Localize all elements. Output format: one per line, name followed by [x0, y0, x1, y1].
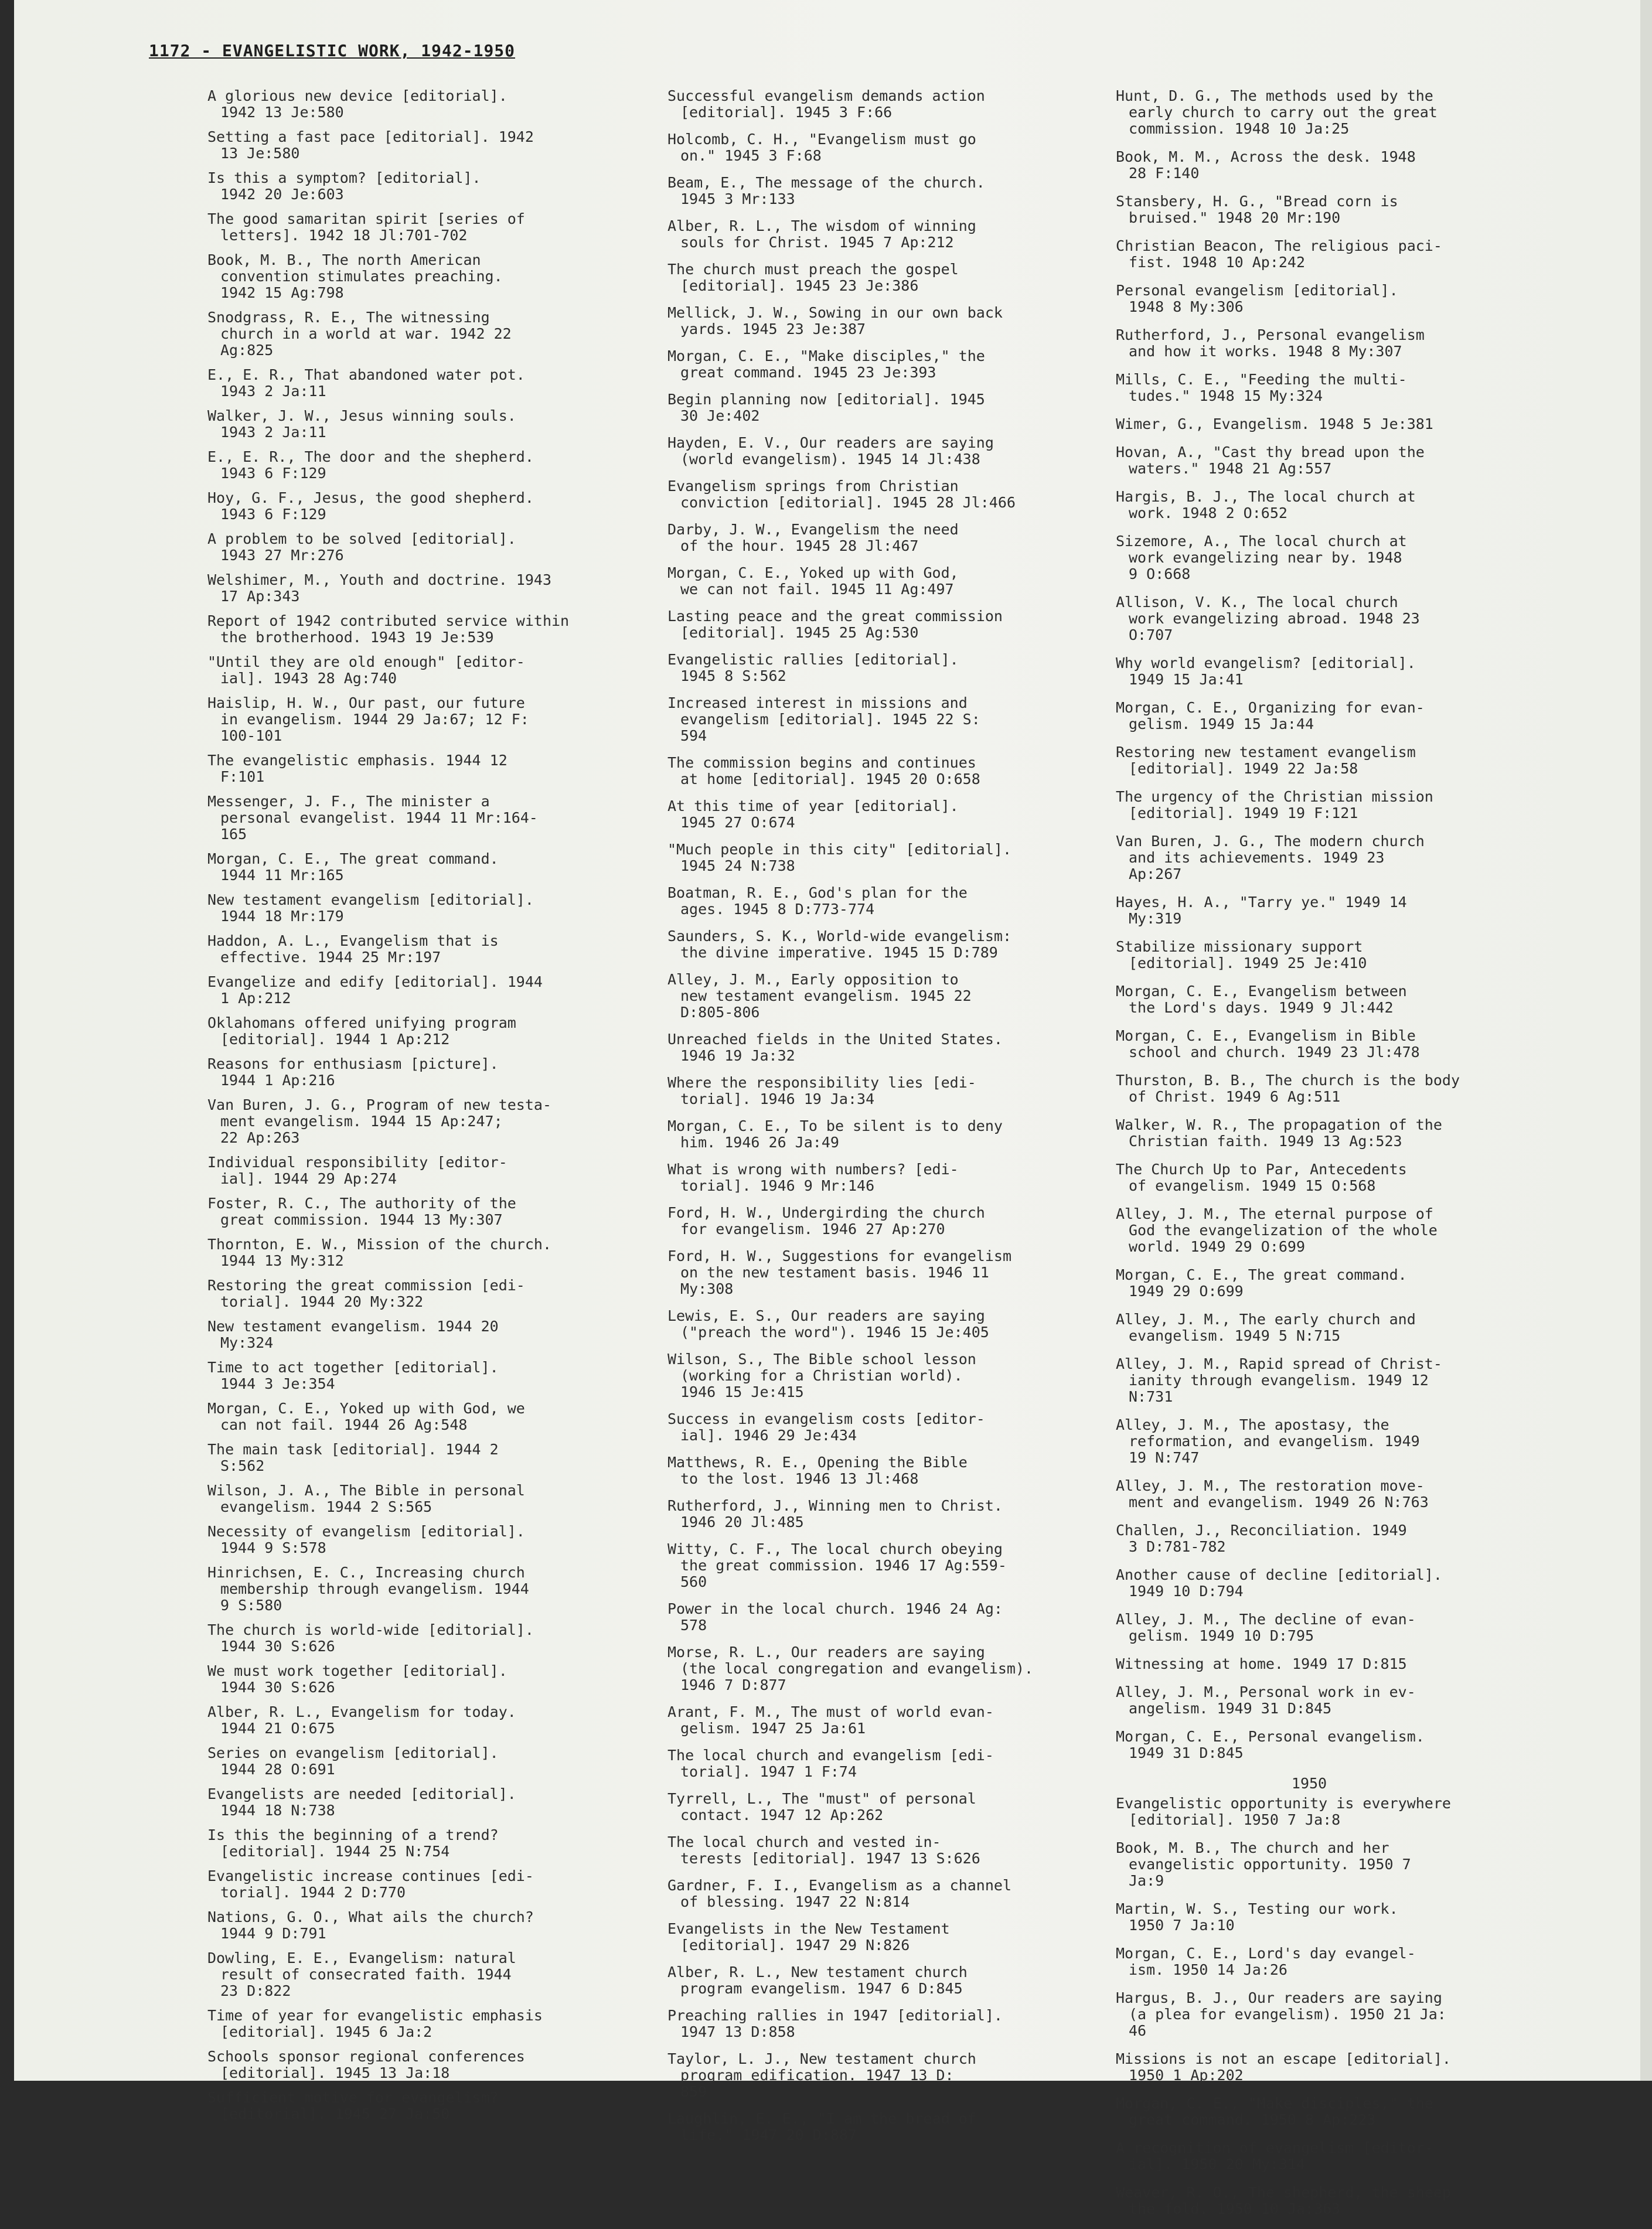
index-entry: Report of 1942 contributed service within the brotherhood. 1943 19 Je:539	[207, 612, 570, 646]
index-entry: Messenger, J. F., The minister a personal evangelist. 1944 11 Mr:164- 165	[207, 793, 538, 843]
index-entry: Necessity of evangelism [editorial]. 1944 9 S:578	[207, 1523, 525, 1556]
index-entry: Challen, J., Reconciliation. 1949 3 D:781-782	[1116, 1522, 1407, 1555]
index-entry: The good samaritan spirit [series of letters]. 1942 18 Jl:701-702	[207, 210, 525, 244]
index-entry: Individual responsibility [editor- ial]. 1944 29 Ap:274	[207, 1154, 507, 1187]
index-entry: E., E. R., The door and the shepherd. 1943 6 F:129	[207, 448, 534, 482]
index-entry: The Church Up to Par, Antecedents of evangelism. 1949 15 O:568	[1116, 1161, 1407, 1194]
index-entry: Thurston, B. B., The church is the body of Christ. 1949 6 Ag:511	[1116, 1072, 1460, 1105]
index-entry: Hoy, G. F., Jesus, the good shepherd. 1943 6 F:129	[207, 489, 534, 523]
index-entry: Evangelists in the New Testament [editorial]. 1947 29 N:826	[667, 1920, 950, 1954]
index-entry: Wilson, J. A., The Bible in personal evangelism. 1944 2 S:565	[207, 1482, 525, 1515]
index-entry: New testament evangelism. 1944 20 My:324	[207, 1318, 499, 1351]
index-entry: Hayes, H. A., "Tarry ye." 1949 14 My:319	[1116, 894, 1407, 927]
index-entry: Haddon, A. L., Evangelism that is effective. 1944 25 Mr:197	[207, 932, 499, 966]
index-entry: Rutherford, J., Personal evangelism and how it works. 1948 8 My:307	[1116, 326, 1425, 360]
index-entry: What is wrong with numbers? [edi- torial]. 1946 9 Mr:146	[667, 1161, 959, 1194]
index-entry: Morgan, C. E., Lord's day evangel- ism. 1950 14 Ja:26	[1116, 1945, 1416, 1978]
index-entry: Morgan, C. E., To be silent is to deny him. 1946 26 Ja:49	[667, 1117, 1003, 1151]
index-entry: Where the responsibility lies [edi- torial]. 1946 19 Ja:34	[667, 1074, 976, 1107]
index-entry: Alley, J. M., The eternal purpose of God the evangelization of the whole world. 1949 29 O:699	[1116, 1205, 1438, 1255]
index-entry: Alber, R. L., Evangelism for today. 1944 21 O:675	[207, 1703, 516, 1737]
index-entry: A problem to be solved [editorial]. 1943 27 Mr:276	[207, 530, 516, 564]
index-entry: Morgan, C. E., "Make disciples," the great command. 1945 23 Je:393	[667, 347, 985, 381]
index-entry: Restoring the great commission [edi- torial]. 1944 20 My:322	[207, 1277, 525, 1310]
index-entry: Personal evangelism [editorial]. 1948 8 My:306	[1116, 282, 1398, 315]
index-entry: Martin, W. S., Testing our work. 1950 7 Ja:10	[1116, 1900, 1398, 1934]
index-entry: Ford, H. W., Suggestions for evangelism on the new testament basis. 1946 11 My:308	[667, 1248, 1011, 1297]
index-entry: The local church and vested in- terests [editorial]. 1947 13 S:626	[667, 1833, 980, 1867]
index-entry: Alley, J. M., The early church and evangelism. 1949 5 N:715	[1116, 1311, 1416, 1344]
index-entry: Hinrichsen, E. C., Increasing church membership through evangelism. 1944 9 S:580	[207, 1564, 529, 1614]
index-entry: Morgan, C. E., Evangelism in Bible school and church. 1949 23 Jl:478	[1116, 1027, 1420, 1061]
index-entry: Morgan, C. E., Organizing for evan- gelism. 1949 15 Ja:44	[1116, 699, 1425, 732]
index-entry: Hargis, B. J., The local church at work. 1948 2 O:652	[1116, 488, 1416, 522]
index-entry: Schools sponsor regional conferences [editorial]. 1945 13 Ja:18	[207, 2048, 525, 2081]
index-entry: Unreached fields in the United States. 1946 19 Ja:32	[667, 1031, 1003, 1064]
index-entry: Why world evangelism? [editorial]. 1949 15 Ja:41	[1116, 655, 1416, 688]
index-entry: Alber, R. L., The wisdom of winning souls for Christ. 1945 7 Ap:212	[667, 217, 976, 251]
index-entry: Sufficient motive for evangelism? [editorial]. 1945 27 Ja:50	[207, 2089, 499, 2122]
index-entry: Alley, J. M., Rapid spread of Christ- ianity through evangelism. 1949 12 N:731	[1116, 1355, 1442, 1405]
index-entry: Reasons for enthusiasm [picture]. 1944 1 Ap:216	[207, 1055, 499, 1089]
index-entry: Boatman, R. E., God's plan for the ages. 1945 8 D:773-774	[667, 884, 968, 918]
index-entry: Book, M. M., Across the desk. 1948 28 F:140	[1116, 148, 1416, 182]
index-entry: Gardner, F. I., Evangelism as a channel of blessing. 1947 22 N:814	[667, 1877, 1011, 1910]
index-entry: Witnessing at home. 1949 17 D:815	[1116, 1655, 1407, 1672]
index-entry: Hovan, A., "Cast thy bread upon the waters." 1948 21 Ag:557	[1116, 444, 1425, 477]
index-entry: Lewis, E. S., Our readers are saying ("preach the word"). 1946 15 Je:405	[667, 1307, 989, 1341]
index-entry: At this time of year [editorial]. 1945 27 O:674	[667, 797, 959, 831]
index-entry: Beam, E., The message of the church. 1945 3 Mr:133	[667, 174, 985, 207]
index-entry: Morgan, C. E., Personal evangelism. 1949 31 D:845	[1116, 1728, 1425, 1761]
index-entry: Matthews, R. E., Opening the Bible to the lost. 1946 13 Jl:468	[667, 1454, 968, 1487]
index-entry: Dowling, E. E., Evangelism: natural result of consecrated faith. 1944 23 D:822	[207, 1949, 516, 1999]
index-entry: Wilson, S., The Bible school lesson (working for a Christian world). 1946 15 Je:415	[667, 1351, 976, 1400]
index-entry: Sizemore, A., The local church at work evangelizing near by. 1948 9 O:668	[1116, 533, 1407, 582]
index-entry: Holcomb, C. H., "Evangelism must go on." 1945 3 F:68	[667, 131, 976, 164]
index-entry: Stabilize missionary support [editorial]. 1949 25 Je:410	[1116, 938, 1367, 972]
index-entry: Walker, J. W., Jesus winning souls. 1943 2 Ja:11	[207, 407, 516, 441]
index-column-3	[1116, 88, 1503, 2229]
index-entry: A glorious new device [editorial]. 1942 13 Je:580	[207, 87, 507, 121]
index-entry: Is this a symptom? [editorial]. 1942 20 Je:603	[207, 169, 481, 203]
index-entry: Ford, H. W., Undergirding the church for evangelism. 1946 27 Ap:270	[667, 1204, 985, 1238]
index-entry: Is this the beginning of a trend? [editorial]. 1944 25 N:754	[207, 1826, 499, 1860]
document-page	[14, 0, 1652, 2217]
index-entry: Welshimer, M., Youth and doctrine. 1943 17 Ap:343	[207, 571, 551, 605]
index-entry: Haislip, H. W., Our past, our future in evangelism. 1944 29 Ja:67; 12 F: 100-101	[207, 694, 529, 744]
index-entry: Wimer, G., Evangelism. 1948 5 Je:381	[1116, 415, 1433, 432]
index-entry: Evangelism springs from Christian conviction [editorial]. 1945 28 Jl:466	[667, 478, 1016, 511]
index-entry: The local church and evangelism [edi- torial]. 1947 1 F:74	[667, 1747, 994, 1780]
index-entry: Time to act together [editorial]. 1944 3 Je:354	[207, 1359, 499, 1392]
index-entry: Hunt, D. G., The methods used by the early church to carry out the great commission. 1948 10 Ja:25	[1116, 87, 1438, 137]
index-entry: The urgency of the Christian mission [editorial]. 1949 19 F:121	[1116, 788, 1433, 822]
index-entry: Success in evangelism costs [editor- ial]. 1946 29 Je:434	[667, 1410, 985, 1444]
index-entry: Thornton, E. W., Mission of the church. 1944 13 My:312	[207, 1236, 551, 1269]
index-entry: Allison, V. K., The local church work evangelizing abroad. 1948 23 O:707	[1116, 594, 1420, 643]
index-entry: Oklahomans offered unifying program [editorial]. 1944 1 Ap:212	[207, 1014, 516, 1048]
index-entry: "Until they are old enough" [editor- ial]. 1943 28 Ag:740	[207, 653, 525, 687]
index-entry: Alley, J. M., The decline of evan- gelism. 1949 10 D:795	[1116, 1611, 1416, 1644]
index-entry: Book, M. B., The north American convention stimulates preaching. 1942 15 Ag:798	[207, 251, 503, 301]
index-entry: Successful evangelism demands action [editorial]. 1945 3 F:66	[667, 87, 985, 121]
page-edge	[1640, 0, 1652, 2081]
index-entry: Another cause of decline [editorial]. 1949 10 D:794	[1116, 1566, 1442, 1600]
index-entry: "Much people in this city" [editorial]. 1945 24 N:738	[667, 841, 1011, 874]
index-entry: Morgan, C. E., Evangelism between the Lord's days. 1949 9 Jl:442	[1116, 983, 1407, 1016]
index-entry: The evangelistic emphasis. 1944 12 F:101	[207, 752, 507, 785]
index-entry: Morse, R. L., Our readers are saying (the local congregation and evangelism). 1946 7 D:877	[667, 1644, 1034, 1693]
index-entry: Begin planning now [editorial]. 1945 30 Je:402	[667, 391, 985, 424]
index-column-1	[207, 88, 583, 2131]
index-entry: E., E. R., That abandoned water pot. 1943 2 Ja:11	[207, 366, 525, 400]
index-entry: A recognition of evangelism [editor- ial]. 1950 20 My:314	[1116, 2139, 1433, 2173]
index-entry: Weaver, R. O., The shepherd, the sheep the fold. 1950 10 Ja:363	[1116, 2184, 1451, 2217]
index-entry: Christian Beacon, The religious paci- fist. 1948 10 Ap:242	[1116, 237, 1442, 271]
index-entry: Setting a fast pace [editorial]. 1942 13 Je:580	[207, 128, 534, 162]
index-entry: Rutherford, J., Winning men to Christ. 1946 20 Jl:485	[667, 1497, 1003, 1531]
index-entry: Witty, C. F., The local church obeying the great commission. 1946 17 Ag:559- 560	[667, 1540, 1007, 1590]
entries-1948-1949	[1116, 88, 1503, 1761]
index-entry: Alley, J. M., The apostasy, the reformation, and evangelism. 1949 19 N:747	[1116, 1416, 1420, 1466]
index-entry: Power in the local church. 1946 24 Ag: 578	[667, 1600, 1003, 1634]
index-entry: Morgan, C. E., Yoked up with God, we can not fail. 1944 26 Ag:548	[207, 1400, 525, 1433]
index-entry: Alber, R. L., New testament church program evangelism. 1947 6 D:845	[667, 1964, 968, 1997]
index-entry: Preaching rallies in 1947 [editorial]. 1947 13 D:858	[667, 2007, 1003, 2040]
index-entry: Increased interest in missions and evangelism [editorial]. 1945 22 S: 594	[667, 694, 980, 744]
index-entry: Series on evangelism [editorial]. 1944 28 O:691	[207, 1744, 499, 1778]
index-entry: Tyrrell, L., The "must" of personal contact. 1947 12 Ap:262	[667, 1790, 976, 1824]
index-entry: Stansbery, H. G., "Bread corn is bruised." 1948 20 Mr:190	[1116, 193, 1398, 226]
index-entry: Lasting peace and the great commission [editorial]. 1945 25 Ag:530	[667, 608, 1003, 641]
index-entry: The main task [editorial]. 1944 2 S:562	[207, 1441, 499, 1474]
index-entry: Morgan, C. E., "Make disciples," the great command. 1950 8 Ap:223	[1116, 2095, 1433, 2128]
index-entry: Alley, J. M., Early opposition to new testament evangelism. 1945 22 D:805-806	[667, 971, 972, 1021]
year-heading-1950: 1950	[1291, 1775, 1327, 1792]
index-entry: Foster, R. C., The authority of the great commission. 1944 13 My:307	[207, 1195, 516, 1228]
index-entry: Van Buren, J. G., The modern church and its achievements. 1949 23 Ap:267	[1116, 833, 1425, 882]
index-entry: Evangelistic opportunity is everywhere [editorial]. 1950 7 Ja:8	[1116, 1795, 1451, 1828]
index-entry: Taylor, L. J., New testament church program edification. 1947 13 D: 859	[667, 2050, 976, 2100]
index-entry: Restoring new testament evangelism [editorial]. 1949 22 Ja:58	[1116, 744, 1416, 777]
index-entry: The church must preach the gospel [editorial]. 1945 23 Je:386	[667, 261, 959, 294]
index-entry: We must work together [editorial]. 1944 30 S:626	[207, 1662, 507, 1696]
index-entry: Alley, J. M., Personal work in ev- angelism. 1949 31 D:845	[1116, 1683, 1416, 1717]
page-header: 1172 - EVANGELISTIC WORK, 1942-1950	[149, 41, 516, 60]
entries-1950	[1116, 1795, 1503, 2217]
index-entry: Mellick, J. W., Sowing in our own back yards. 1945 23 Je:387	[667, 304, 1003, 338]
index-entry: Laughlin, E. E., "I am the bread of life." 1947 20 D:887	[667, 2110, 976, 2143]
index-entry: Saunders, S. K., World-wide evangelism: the divine imperative. 1945 15 D:789	[667, 928, 1011, 961]
index-entry: Evangelists are needed [editorial]. 1944 18 N:738	[207, 1785, 516, 1819]
index-entry: Evangelistic increase continues [edi- torial]. 1944 2 D:770	[207, 1867, 534, 1901]
index-entry: Book, M. B., The church and her evangelistic opportunity. 1950 7 Ja:9	[1116, 1839, 1411, 1889]
index-entry: Nations, G. O., What ails the church? 1944 9 D:791	[207, 1908, 534, 1942]
index-entry: Evangelistic rallies [editorial]. 1945 8 S:562	[667, 651, 959, 684]
index-entry: Van Buren, J. G., Program of new testa- ment evangelism. 1944 15 Ap:247; 22 Ap:263	[207, 1096, 551, 1146]
index-entry: Walker, W. R., The propagation of the Christian faith. 1949 13 Ag:523	[1116, 1116, 1442, 1150]
index-entry: Snodgrass, R. E., The witnessing church in a world at war. 1942 22 Ag:825	[207, 309, 512, 359]
index-entry: Alley, J. M., The restoration move- ment and evangelism. 1949 26 N:763	[1116, 1477, 1429, 1511]
index-entry: Evangelize and edify [editorial]. 1944 1 Ap:212	[207, 973, 543, 1007]
index-entry: Darby, J. W., Evangelism the need of the hour. 1945 28 Jl:467	[667, 521, 959, 554]
index-entry: Morgan, C. E., The great command. 1949 29 O:699	[1116, 1266, 1407, 1300]
index-entry: The church is world-wide [editorial]. 1944 30 S:626	[207, 1621, 534, 1655]
index-entry: Morgan, C. E., Yoked up with God, we can not fail. 1945 11 Ag:497	[667, 564, 959, 598]
index-entry: Hayden, E. V., Our readers are saying (world evangelism). 1945 14 Jl:438	[667, 434, 994, 468]
index-column-2	[667, 88, 1089, 2154]
index-entry: Mills, C. E., "Feeding the multi- tudes." 1948 15 My:324	[1116, 371, 1407, 404]
index-entry: Hargus, B. J., Our readers are saying (a plea for evangelism). 1950 21 Ja: 46	[1116, 1989, 1446, 2039]
index-entry: Time of year for evangelistic emphasis [editorial]. 1945 6 Ja:2	[207, 2007, 543, 2040]
index-entry: The commission begins and continues at home [editorial]. 1945 20 O:658	[667, 754, 980, 788]
index-entry: New testament evangelism [editorial]. 1944 18 Mr:179	[207, 891, 534, 925]
index-entry: Morgan, C. E., The great command. 1944 11 Mr:165	[207, 850, 499, 884]
index-entry: Arant, F. M., The must of world evan- gelism. 1947 25 Ja:61	[667, 1703, 994, 1737]
index-entry: Missions is not an escape [editorial]. 1950 1 Ap:202	[1116, 2050, 1451, 2084]
